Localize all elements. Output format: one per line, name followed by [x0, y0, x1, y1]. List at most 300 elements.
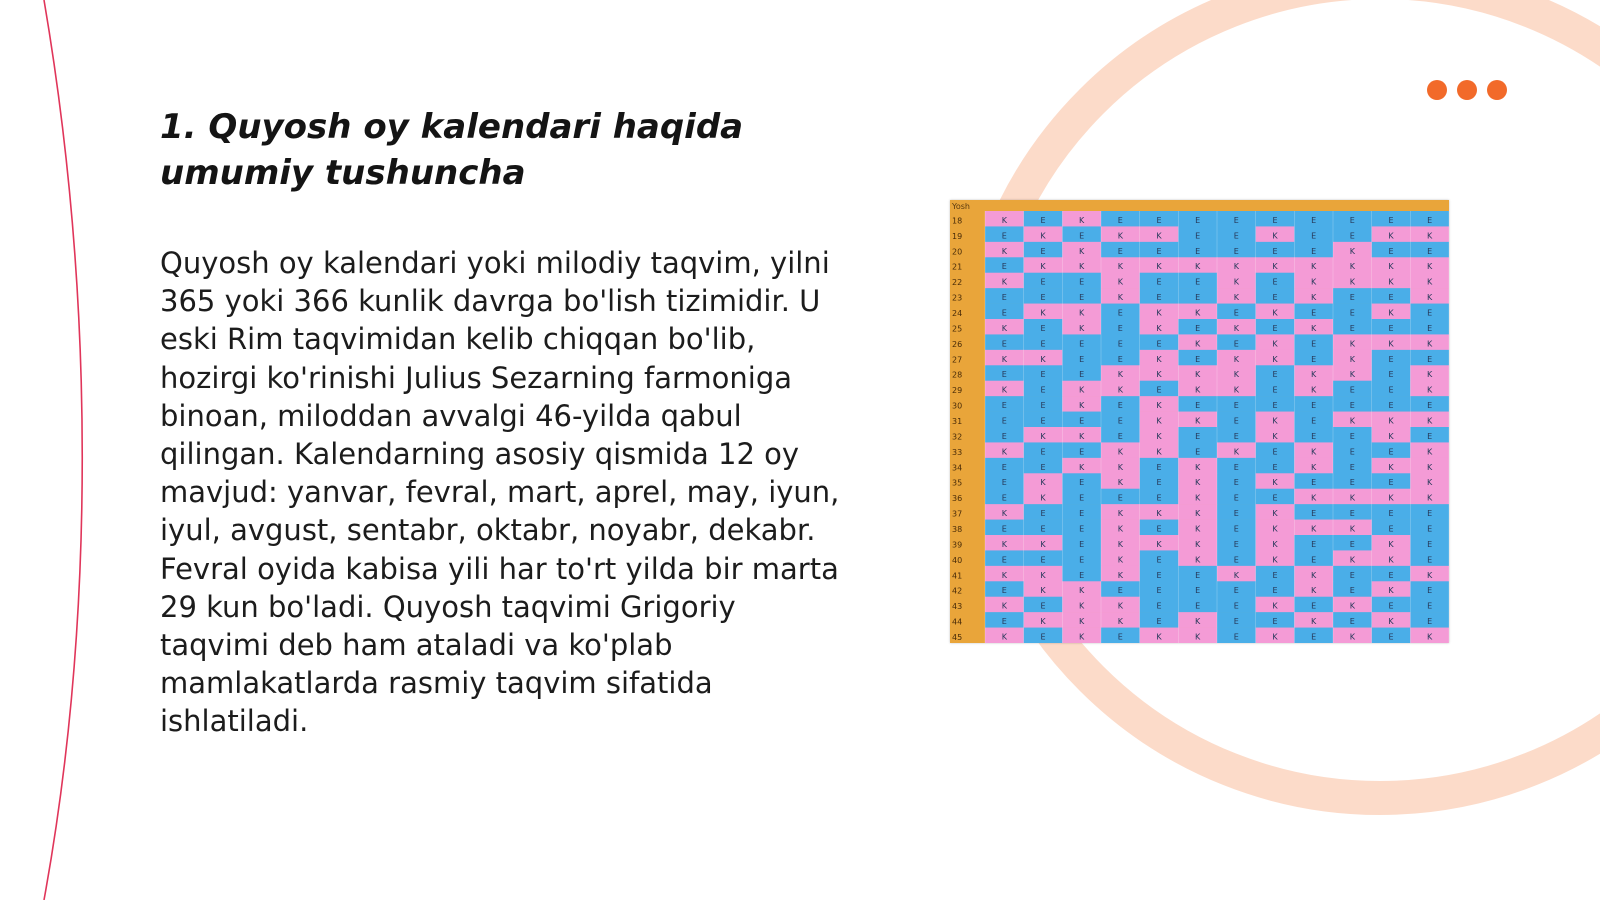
- calendar-cell-label: K: [1195, 493, 1201, 503]
- calendar-cell-label: K: [1117, 277, 1123, 287]
- calendar-cell-label: K: [1388, 586, 1394, 596]
- calendar-cell-label: E: [1311, 308, 1317, 318]
- calendar-cell-label: E: [1156, 617, 1162, 627]
- calendar-cell-label: E: [1156, 246, 1162, 256]
- table-corner-label: Yosh: [952, 202, 970, 211]
- calendar-cell-label: E: [1427, 308, 1433, 318]
- calendar-cell-label: K: [1233, 262, 1239, 272]
- calendar-cell-label: E: [1388, 323, 1394, 333]
- calendar-cell-label: E: [1388, 632, 1394, 642]
- calendar-cell-label: K: [1156, 447, 1162, 457]
- calendar-cell-label: K: [1117, 370, 1123, 380]
- calendar-cell-label: K: [1272, 231, 1278, 241]
- calendar-cell-label: E: [1311, 601, 1317, 611]
- calendar-cell-label: K: [1117, 524, 1123, 534]
- calendar-cell-label: E: [1079, 509, 1085, 519]
- calendar-cell-label: K: [1079, 385, 1085, 395]
- calendar-cell-label: E: [1311, 509, 1317, 519]
- gender-calendar-table: [950, 200, 1449, 643]
- calendar-cell-label: E: [1195, 215, 1201, 225]
- calendar-cell-label: K: [1195, 339, 1201, 349]
- calendar-cell-label: K: [1040, 354, 1046, 364]
- calendar-cell-label: K: [1156, 539, 1162, 549]
- calendar-cell-label: E: [1195, 293, 1201, 303]
- calendar-cell-label: K: [1272, 308, 1278, 318]
- age-label: 44: [952, 617, 963, 627]
- calendar-cell-label: E: [1040, 416, 1046, 426]
- calendar-cell-label: K: [1272, 354, 1278, 364]
- calendar-cell-label: E: [1349, 539, 1355, 549]
- calendar-cell-label: E: [1001, 293, 1007, 303]
- calendar-cell-label: K: [1272, 555, 1278, 565]
- calendar-cell-label: K: [1272, 478, 1278, 488]
- calendar-cell-label: E: [1388, 354, 1394, 364]
- calendar-cell-label: K: [1117, 385, 1123, 395]
- calendar-cell-label: E: [1117, 339, 1123, 349]
- calendar-cell-label: E: [1349, 462, 1355, 472]
- calendar-cell-label: K: [1079, 308, 1085, 318]
- calendar-cell-label: E: [1156, 385, 1162, 395]
- calendar-cell-label: E: [1117, 416, 1123, 426]
- calendar-cell-label: E: [1001, 524, 1007, 534]
- calendar-cell-label: E: [1349, 478, 1355, 488]
- calendar-cell-label: K: [1349, 632, 1355, 642]
- calendar-cell-label: E: [1388, 246, 1394, 256]
- age-label: 37: [952, 509, 963, 519]
- calendar-cell-label: K: [1311, 262, 1317, 272]
- calendar-cell-label: K: [1001, 246, 1007, 256]
- age-label: 31: [952, 417, 963, 426]
- calendar-cell-label: E: [1040, 509, 1046, 519]
- calendar-cell-label: E: [1156, 493, 1162, 503]
- calendar-cell-label: E: [1233, 308, 1239, 318]
- calendar-cell-label: E: [1001, 586, 1007, 596]
- calendar-cell-label: K: [1001, 385, 1007, 395]
- calendar-cell-label: E: [1272, 586, 1278, 596]
- calendar-cell-label: E: [1195, 323, 1201, 333]
- calendar-cell-label: K: [1156, 401, 1162, 411]
- calendar-cell-label: K: [1079, 601, 1085, 611]
- calendar-cell-label: E: [1272, 215, 1278, 225]
- calendar-cell-label: K: [1195, 262, 1201, 272]
- calendar-cell-label: K: [1272, 632, 1278, 642]
- calendar-cell-label: K: [1195, 308, 1201, 318]
- dot-icon: [1487, 80, 1507, 100]
- calendar-cell-label: E: [1233, 586, 1239, 596]
- calendar-cell-label: E: [1001, 231, 1007, 241]
- calendar-cell-label: K: [1427, 447, 1433, 457]
- calendar-cell-label: E: [1349, 231, 1355, 241]
- calendar-cell-label: K: [1272, 539, 1278, 549]
- calendar-cell-label: K: [1349, 354, 1355, 364]
- calendar-cell-label: K: [1195, 385, 1201, 395]
- calendar-cell-label: E: [1233, 339, 1239, 349]
- calendar-cell-label: E: [1079, 570, 1085, 580]
- calendar-cell-label: E: [1001, 617, 1007, 627]
- calendar-cell-label: E: [1079, 555, 1085, 565]
- age-label: 28: [952, 370, 963, 380]
- calendar-cell-label: K: [1272, 601, 1278, 611]
- calendar-cell-label: E: [1079, 339, 1085, 349]
- calendar-cell-label: K: [1427, 385, 1433, 395]
- calendar-cell-label: E: [1195, 231, 1201, 241]
- calendar-cell-label: E: [1156, 215, 1162, 225]
- calendar-cell-label: E: [1427, 323, 1433, 333]
- calendar-cell-label: E: [1272, 493, 1278, 503]
- calendar-cell-label: E: [1388, 509, 1394, 519]
- calendar-cell-label: E: [1272, 246, 1278, 256]
- calendar-cell-label: E: [1195, 570, 1201, 580]
- calendar-cell-label: E: [1040, 524, 1046, 534]
- calendar-cell-label: E: [1040, 277, 1046, 287]
- calendar-cell-label: E: [1001, 478, 1007, 488]
- calendar-cell-label: K: [1040, 493, 1046, 503]
- calendar-cell-label: E: [1272, 570, 1278, 580]
- calendar-cell-label: E: [1195, 431, 1201, 441]
- calendar-cell-label: E: [1117, 493, 1123, 503]
- calendar-cell-label: E: [1388, 478, 1394, 488]
- calendar-cell-label: K: [1388, 416, 1394, 426]
- calendar-cell-label: E: [1272, 323, 1278, 333]
- calendar-cell-label: K: [1117, 478, 1123, 488]
- calendar-cell-label: E: [1001, 370, 1007, 380]
- calendar-cell-label: E: [1349, 323, 1355, 333]
- calendar-cell-label: E: [1427, 401, 1433, 411]
- calendar-cell-label: K: [1388, 231, 1394, 241]
- calendar-cell-label: E: [1233, 462, 1239, 472]
- calendar-cell-label: E: [1233, 246, 1239, 256]
- calendar-cell-label: K: [1117, 570, 1123, 580]
- calendar-cell-label: E: [1156, 478, 1162, 488]
- calendar-cell-label: K: [1195, 416, 1201, 426]
- calendar-cell-label: K: [1079, 586, 1085, 596]
- calendar-cell-label: E: [1195, 354, 1201, 364]
- calendar-cell-label: E: [1195, 401, 1201, 411]
- calendar-cell-label: E: [1272, 401, 1278, 411]
- calendar-cell-label: E: [1156, 570, 1162, 580]
- age-label: 42: [952, 586, 963, 596]
- calendar-cell-label: E: [1272, 462, 1278, 472]
- calendar-cell-label: K: [1001, 570, 1007, 580]
- calendar-cell-label: E: [1079, 524, 1085, 534]
- calendar-cell-label: E: [1040, 462, 1046, 472]
- calendar-cell-label: K: [1001, 277, 1007, 287]
- calendar-cell-label: E: [1079, 293, 1085, 303]
- age-label: 20: [952, 247, 963, 257]
- calendar-cell-label: E: [1233, 431, 1239, 441]
- calendar-cell-label: K: [1040, 231, 1046, 241]
- calendar-cell-label: K: [1427, 632, 1433, 642]
- age-label: 23: [952, 293, 963, 303]
- calendar-cell-label: E: [1117, 215, 1123, 225]
- calendar-cell-label: K: [1001, 632, 1007, 642]
- calendar-cell-label: K: [1272, 509, 1278, 519]
- calendar-cell-label: K: [1233, 293, 1239, 303]
- calendar-cell-label: K: [1156, 632, 1162, 642]
- calendar-cell-label: E: [1001, 262, 1007, 272]
- calendar-cell-label: K: [1040, 262, 1046, 272]
- calendar-cell-label: E: [1311, 478, 1317, 488]
- age-label: 32: [952, 432, 963, 442]
- calendar-cell-label: E: [1040, 385, 1046, 395]
- calendar-cell-label: E: [1040, 601, 1046, 611]
- calendar-cell-label: K: [1156, 416, 1162, 426]
- calendar-cell-label: K: [1388, 339, 1394, 349]
- calendar-cell-label: E: [1117, 354, 1123, 364]
- calendar-cell-label: K: [1079, 262, 1085, 272]
- calendar-cell-label: K: [1156, 509, 1162, 519]
- calendar-cell-label: K: [1040, 308, 1046, 318]
- calendar-cell-label: K: [1388, 308, 1394, 318]
- calendar-cell-label: E: [1156, 293, 1162, 303]
- calendar-cell-label: K: [1427, 262, 1433, 272]
- calendar-cell-label: E: [1040, 215, 1046, 225]
- calendar-cell-label: K: [1079, 462, 1085, 472]
- calendar-cell-label: E: [1233, 509, 1239, 519]
- calendar-cell-label: K: [1349, 601, 1355, 611]
- age-label: 43: [952, 602, 963, 612]
- calendar-cell-label: K: [1233, 447, 1239, 457]
- calendar-cell-label: E: [1001, 431, 1007, 441]
- calendar-cell-label: E: [1233, 524, 1239, 534]
- age-label: 39: [952, 540, 963, 550]
- calendar-cell-label: E: [1040, 401, 1046, 411]
- calendar-cell-label: E: [1156, 462, 1162, 472]
- calendar-cell-label: E: [1040, 339, 1046, 349]
- calendar-cell-label: K: [1427, 478, 1433, 488]
- calendar-cell-label: K: [1079, 431, 1085, 441]
- calendar-cell-label: E: [1195, 277, 1201, 287]
- calendar-cell-label: E: [1349, 293, 1355, 303]
- calendar-cell-label: E: [1233, 617, 1239, 627]
- calendar-cell-label: K: [1349, 416, 1355, 426]
- calendar-cell-label: K: [1272, 431, 1278, 441]
- calendar-cell-label: E: [1427, 246, 1433, 256]
- calendar-cell-label: E: [1349, 617, 1355, 627]
- calendar-cell-label: K: [1040, 431, 1046, 441]
- calendar-cell-label: K: [1001, 447, 1007, 457]
- calendar-cell-label: E: [1388, 385, 1394, 395]
- calendar-cell-label: K: [1388, 617, 1394, 627]
- calendar-cell-label: K: [1311, 570, 1317, 580]
- table-header-row: [950, 200, 1449, 211]
- calendar-cell-label: E: [1001, 555, 1007, 565]
- calendar-cell-label: E: [1117, 632, 1123, 642]
- calendar-cell-label: E: [1156, 339, 1162, 349]
- calendar-cell-label: K: [1040, 478, 1046, 488]
- calendar-cell-label: K: [1079, 246, 1085, 256]
- age-label: 22: [952, 278, 963, 288]
- calendar-cell-label: K: [1233, 354, 1239, 364]
- calendar-cell-label: E: [1349, 385, 1355, 395]
- age-label: 21: [952, 262, 963, 272]
- slide-title: 1. Quyosh oy kalendari haqida umumiy tushuncha: [160, 107, 744, 193]
- calendar-cell-label: K: [1079, 323, 1085, 333]
- calendar-cell-label: E: [1233, 215, 1239, 225]
- calendar-cell-label: K: [1156, 231, 1162, 241]
- age-label: 29: [952, 386, 963, 396]
- calendar-cell-label: K: [1195, 509, 1201, 519]
- calendar-cell-label: K: [1001, 509, 1007, 519]
- calendar-cell-label: K: [1311, 462, 1317, 472]
- calendar-cell-label: E: [1388, 447, 1394, 457]
- calendar-cell-label: K: [1349, 493, 1355, 503]
- calendar-cell-label: E: [1233, 416, 1239, 426]
- calendar-cell-label: K: [1349, 277, 1355, 287]
- calendar-cell-label: K: [1195, 478, 1201, 488]
- calendar-cell-label: K: [1311, 447, 1317, 457]
- calendar-cell-label: K: [1040, 617, 1046, 627]
- age-label: 45: [952, 633, 963, 642]
- calendar-cell-label: K: [1001, 354, 1007, 364]
- calendar-cell-label: E: [1233, 493, 1239, 503]
- calendar-cell-label: E: [1195, 586, 1201, 596]
- calendar-cell-label: K: [1427, 231, 1433, 241]
- calendar-cell-label: E: [1311, 431, 1317, 441]
- calendar-cell-label: E: [1079, 447, 1085, 457]
- calendar-cell-label: E: [1388, 524, 1394, 534]
- calendar-cell-label: E: [1427, 215, 1433, 225]
- calendar-cell-label: E: [1427, 354, 1433, 364]
- calendar-cell-label: E: [1079, 539, 1085, 549]
- calendar-cell-label: E: [1079, 478, 1085, 488]
- calendar-cell-label: K: [1001, 539, 1007, 549]
- calendar-cell-label: E: [1349, 509, 1355, 519]
- calendar-cell-label: E: [1195, 246, 1201, 256]
- left-accent-line: [44, 0, 82, 900]
- calendar-cell-label: E: [1349, 401, 1355, 411]
- calendar-cell-label: K: [1001, 323, 1007, 333]
- calendar-cell-label: K: [1311, 277, 1317, 287]
- age-label: 18: [952, 216, 963, 226]
- calendar-cell-label: E: [1349, 215, 1355, 225]
- calendar-cell-label: E: [1311, 555, 1317, 565]
- calendar-cell-label: E: [1349, 447, 1355, 457]
- age-label: 26: [952, 339, 963, 349]
- calendar-cell-label: K: [1311, 370, 1317, 380]
- calendar-cell-label: E: [1311, 215, 1317, 225]
- calendar-cell-label: K: [1001, 215, 1007, 225]
- calendar-cell-label: K: [1349, 262, 1355, 272]
- age-label: 38: [952, 525, 963, 534]
- calendar-cell-label: K: [1040, 570, 1046, 580]
- calendar-cell-label: K: [1001, 601, 1007, 611]
- calendar-cell-label: E: [1117, 401, 1123, 411]
- calendar-cell-label: K: [1195, 524, 1201, 534]
- calendar-cell-label: E: [1388, 293, 1394, 303]
- calendar-cell-label: E: [1427, 617, 1433, 627]
- age-label: 27: [952, 355, 963, 365]
- calendar-cell-label: E: [1272, 385, 1278, 395]
- calendar-cell-label: E: [1272, 447, 1278, 457]
- calendar-cell-label: K: [1156, 370, 1162, 380]
- calendar-cell-label: E: [1427, 509, 1433, 519]
- calendar-cell-label: E: [1311, 339, 1317, 349]
- calendar-cell-label: E: [1079, 231, 1085, 241]
- calendar-cell-label: K: [1117, 555, 1123, 565]
- calendar-cell-label: K: [1349, 339, 1355, 349]
- calendar-cell-label: E: [1388, 570, 1394, 580]
- calendar-cell-label: K: [1079, 401, 1085, 411]
- calendar-cell-label: E: [1427, 586, 1433, 596]
- calendar-cell-label: K: [1195, 462, 1201, 472]
- calendar-cell-label: K: [1427, 416, 1433, 426]
- calendar-cell-label: K: [1156, 262, 1162, 272]
- calendar-cell-label: E: [1272, 293, 1278, 303]
- calendar-cell-label: K: [1311, 385, 1317, 395]
- calendar-cell-label: K: [1349, 370, 1355, 380]
- calendar-cell-label: K: [1040, 586, 1046, 596]
- calendar-cell-label: K: [1388, 555, 1394, 565]
- calendar-cell-label: E: [1001, 339, 1007, 349]
- calendar-cell-label: K: [1388, 262, 1394, 272]
- calendar-cell-label: E: [1388, 215, 1394, 225]
- calendar-cell-label: K: [1156, 308, 1162, 318]
- calendar-cell-label: E: [1040, 632, 1046, 642]
- calendar-cell-label: K: [1117, 509, 1123, 519]
- calendar-cell-label: K: [1233, 277, 1239, 287]
- calendar-cell-label: E: [1040, 293, 1046, 303]
- calendar-cell-label: E: [1272, 277, 1278, 287]
- calendar-cell-label: K: [1117, 601, 1123, 611]
- calendar-cell-label: E: [1079, 493, 1085, 503]
- calendar-cell-label: K: [1195, 632, 1201, 642]
- calendar-cell-label: E: [1388, 601, 1394, 611]
- calendar-cell-label: E: [1311, 416, 1317, 426]
- calendar-cell-label: K: [1272, 339, 1278, 349]
- calendar-cell-label: K: [1311, 293, 1317, 303]
- calendar-cell-label: E: [1349, 308, 1355, 318]
- calendar-cell-label: E: [1427, 524, 1433, 534]
- calendar-cell-label: K: [1156, 354, 1162, 364]
- age-label: 30: [952, 401, 963, 411]
- calendar-cell-label: E: [1311, 354, 1317, 364]
- calendar-cell-label: E: [1349, 570, 1355, 580]
- calendar-cell-label: K: [1427, 277, 1433, 287]
- calendar-cell-label: K: [1388, 277, 1394, 287]
- calendar-cell-label: K: [1427, 370, 1433, 380]
- calendar-cell-label: K: [1388, 539, 1394, 549]
- calendar-cell-label: E: [1079, 354, 1085, 364]
- calendar-cell-label: K: [1311, 617, 1317, 627]
- calendar-cell-label: E: [1427, 555, 1433, 565]
- calendar-cell-label: K: [1117, 539, 1123, 549]
- calendar-cell-label: K: [1272, 416, 1278, 426]
- calendar-cell-label: E: [1156, 277, 1162, 287]
- calendar-cell-label: E: [1079, 370, 1085, 380]
- calendar-cell-label: E: [1195, 601, 1201, 611]
- calendar-cell-label: K: [1349, 246, 1355, 256]
- calendar-cell-label: K: [1079, 632, 1085, 642]
- calendar-cell-label: E: [1117, 308, 1123, 318]
- calendar-cell-label: E: [1079, 277, 1085, 287]
- calendar-cell-label: E: [1349, 431, 1355, 441]
- calendar-cell-label: K: [1388, 462, 1394, 472]
- calendar-cell-label: E: [1156, 601, 1162, 611]
- calendar-cell-label: E: [1001, 462, 1007, 472]
- calendar-cell-label: K: [1156, 323, 1162, 333]
- calendar-cell-label: K: [1311, 323, 1317, 333]
- calendar-cell-label: K: [1427, 339, 1433, 349]
- calendar-cell-label: K: [1427, 570, 1433, 580]
- calendar-cell-label: E: [1233, 555, 1239, 565]
- calendar-cell-label: K: [1311, 493, 1317, 503]
- calendar-cell-label: K: [1117, 293, 1123, 303]
- calendar-cell-label: K: [1349, 524, 1355, 534]
- calendar-cell-label: E: [1388, 370, 1394, 380]
- calendar-cell-label: K: [1233, 570, 1239, 580]
- calendar-cell-label: K: [1427, 493, 1433, 503]
